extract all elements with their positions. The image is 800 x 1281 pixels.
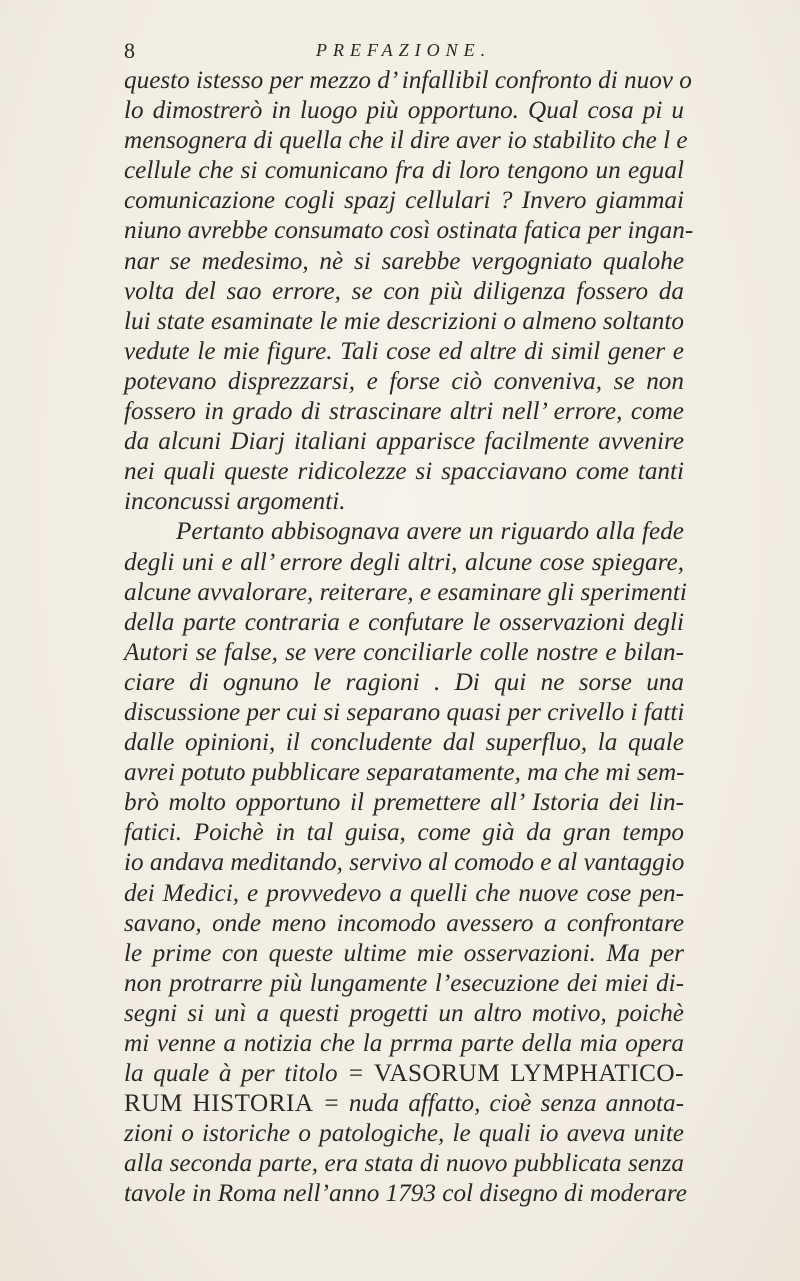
cited-title: RUM HISTORIA: [124, 1090, 314, 1118]
running-head: [124, 38, 684, 62]
page-number: 8: [124, 38, 135, 63]
body-text: [124, 66, 694, 1210]
text-line: lo dimostrerò in luogo più opportuno. Qual cosa pi u: [124, 97, 684, 125]
text-line: ciare di ognuno le ragioni . Di qui ne sorse una: [124, 668, 684, 696]
text-line: brò molto opportuno il premettere all’ Istoria dei lin-: [124, 789, 684, 817]
text-line: alla seconda parte, era stata di nuovo pubblicata senza: [124, 1150, 684, 1178]
text-line: degli uni e all’ errore degli altri, alcune cose spiegare,: [124, 548, 684, 576]
text-line: le prime con queste ultime mie osservazioni. Ma per: [124, 939, 684, 967]
text-line: lui state esaminate le mie descrizioni o almeno soltanto: [124, 307, 684, 335]
paragraph-start-line: Pertanto abbisognava avere un riguardo alla fede: [176, 518, 684, 546]
text-line: savano, onde meno incomodo avessero a confrontare: [124, 909, 684, 937]
text-line: fatici. Poichè in tal guisa, come già da gran tempo: [124, 819, 684, 847]
text-line: fossero in grado di strascinare altri nell’ errore, come: [124, 398, 684, 426]
text-line: nei quali queste ridicolezze si spacciavano come tanti: [124, 458, 684, 486]
text-line: alcune avvalorare, reiterare, e esaminare gli sperimenti: [124, 578, 687, 606]
text-line: Autori se false, se vere conciliarle colle nostre e bilan-: [124, 638, 684, 666]
text-fragment: = nuda affatto, cioè senza annota-: [322, 1090, 685, 1118]
text-line: vedute le mie figure. Tali cose ed altre di simil gener e: [124, 337, 684, 365]
text-line: tavole in Roma nell’anno 1793 col disegno di moderare: [124, 1180, 687, 1208]
text-line: non protrarre più lungamente l’esecuzione dei miei di-: [124, 969, 684, 997]
text-line: segni si unì a questi progetti un altro motivo, poichè: [124, 999, 684, 1027]
text-line: avrei potuto pubblicare separatamente, ma che mi sem-: [124, 759, 685, 787]
text-line: questo istesso per mezzo d’ infallibil confronto di nuov o: [124, 67, 692, 94]
text-line: potevano disprezzarsi, e forse ciò conveniva, se non: [124, 367, 684, 395]
text-line: discussione per cui si separano quasi per crivello i fatti: [124, 698, 685, 726]
text-line: comunicazione cogli spazj cellulari ? Invero giammai: [124, 187, 684, 215]
text-line: nar se medesimo, nè si sarebbe vergogniato qualohe: [124, 247, 684, 275]
text-line: mensognera di quella che il dire aver io stabilito che l e: [124, 127, 688, 155]
text-line: niuno avrebbe consumato così ostinata fatica per ingan-: [124, 217, 694, 245]
text-line: della parte contraria e confutare le osservazioni degli: [124, 608, 684, 636]
text-line: dei Medici, e provvedevo a quelli che nuove cose pen-: [124, 879, 684, 907]
title-citation-line: [124, 1059, 684, 1089]
text-line: dalle opinioni, il concludente dal superfluo, la quale: [124, 729, 684, 757]
text-line: da alcuni Diarj italiani apparisce facilmente avvenire: [124, 428, 684, 456]
text-line: volta del sao errore, se con più diligenza fossero da: [124, 277, 684, 305]
cited-title: VASORUM LYMPHATICO-: [373, 1060, 684, 1088]
text-line: mi venne a notizia che la prrma parte della mia opera: [124, 1030, 684, 1057]
text-line: io andava meditando, servivo al comodo e al vantaggio: [124, 849, 685, 877]
text-line: inconcussi argomenti.: [124, 488, 346, 516]
text-line: zioni o istoriche o patologiche, le quali io aveva unite: [124, 1120, 684, 1148]
running-head-title: PREFAZIONE.: [316, 40, 492, 60]
title-citation-line: [124, 1089, 684, 1119]
text-line: cellule che si comunicano fra di loro tengono un egual: [124, 157, 684, 185]
text-fragment: la quale à per titolo =: [124, 1060, 365, 1088]
